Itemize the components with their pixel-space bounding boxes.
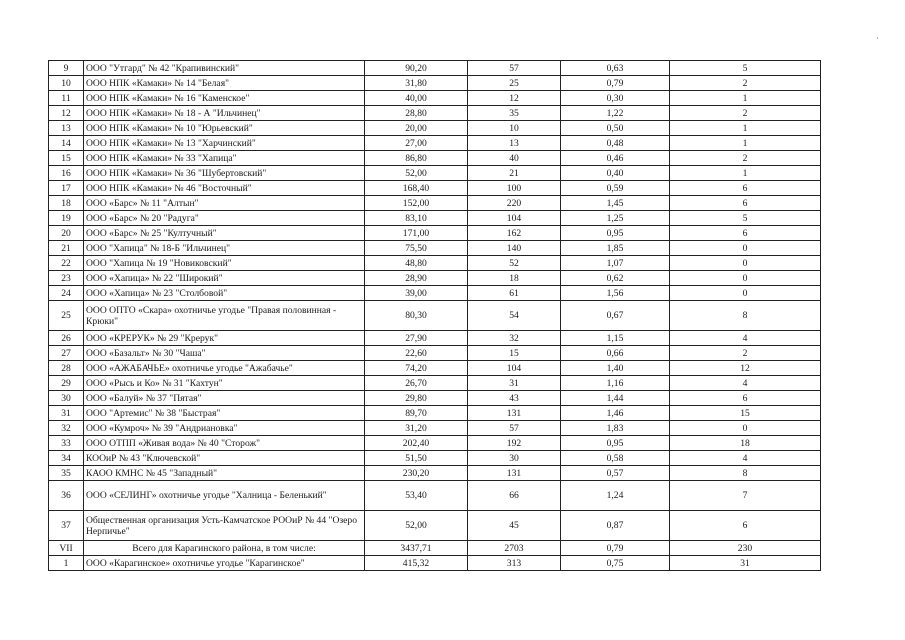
animal-count-cell: 57 — [468, 421, 561, 436]
animal-count-cell: 100 — [468, 181, 561, 196]
animal-count-cell: 104 — [468, 211, 561, 226]
animal-count-cell: 15 — [468, 346, 561, 361]
table-body — [49, 61, 821, 571]
density-cell: 0,95 — [561, 436, 670, 451]
table-row — [49, 451, 821, 466]
density-cell: 1,22 — [561, 106, 670, 121]
animal-count-cell: 21 — [468, 166, 561, 181]
quota-cell: 0 — [670, 256, 821, 271]
animal-count-cell: 10 — [468, 121, 561, 136]
row-number-cell: 29 — [49, 376, 84, 391]
table-row — [49, 406, 821, 421]
density-cell: 1,56 — [561, 286, 670, 301]
density-cell: 1,16 — [561, 376, 670, 391]
row-number-cell: 13 — [49, 121, 84, 136]
row-number-cell: 35 — [49, 466, 84, 481]
table-row — [49, 151, 821, 166]
area-cell: 74,20 — [365, 361, 468, 376]
table-row — [49, 331, 821, 346]
area-cell: 26,70 — [365, 376, 468, 391]
density-cell: 1,85 — [561, 241, 670, 256]
animal-count-cell: 18 — [468, 271, 561, 286]
area-cell: 29,80 — [365, 391, 468, 406]
quota-cell: 8 — [670, 301, 821, 331]
organization-name-cell: ООО ОТПП «Живая вода» № 40 "Сторож" — [84, 436, 365, 451]
density-cell: 0,67 — [561, 301, 670, 331]
organization-name-cell: ООО «Балуй» № 37 "Пятая" — [84, 391, 365, 406]
area-cell: 40,00 — [365, 91, 468, 106]
row-number-cell: 36 — [49, 481, 84, 511]
quota-cell: 1 — [670, 136, 821, 151]
table-row — [49, 136, 821, 151]
row-number-cell: 1 — [49, 556, 84, 571]
animal-count-cell: 31 — [468, 376, 561, 391]
density-cell: 1,46 — [561, 406, 670, 421]
organization-name-cell: ООО НПК «Камаки» № 18 - А "Ильчинец" — [84, 106, 365, 121]
area-cell: 230,20 — [365, 466, 468, 481]
density-cell: 1,44 — [561, 391, 670, 406]
row-number-cell: 12 — [49, 106, 84, 121]
animal-count-cell: 66 — [468, 481, 561, 511]
quota-cell: 4 — [670, 331, 821, 346]
animal-count-cell: 162 — [468, 226, 561, 241]
quota-cell: 1 — [670, 166, 821, 181]
table-row — [49, 106, 821, 121]
row-number-cell: 31 — [49, 406, 84, 421]
animal-count-cell: 12 — [468, 91, 561, 106]
quota-cell: 8 — [670, 466, 821, 481]
density-cell: 0,79 — [561, 76, 670, 91]
row-number-cell: 16 — [49, 166, 84, 181]
area-cell: 27,90 — [365, 331, 468, 346]
animal-count-cell: 43 — [468, 391, 561, 406]
quota-cell: 18 — [670, 436, 821, 451]
table-row — [49, 346, 821, 361]
density-cell: 0,48 — [561, 136, 670, 151]
row-number-cell: 26 — [49, 331, 84, 346]
table-row — [49, 481, 821, 511]
row-number-cell: 28 — [49, 361, 84, 376]
organization-name-cell: ООО «Барс» № 11 "Алтын" — [84, 196, 365, 211]
organization-name-cell: ООО «КРЕРУК» № 29 "Крерук" — [84, 331, 365, 346]
table-row — [49, 511, 821, 541]
area-cell: 83,10 — [365, 211, 468, 226]
quota-cell: 0 — [670, 421, 821, 436]
quota-cell: 4 — [670, 376, 821, 391]
area-cell: 28,90 — [365, 271, 468, 286]
table-row — [49, 181, 821, 196]
organization-name-cell: КАОО КМНС № 45 "Западный" — [84, 466, 365, 481]
animal-count-cell: 140 — [468, 241, 561, 256]
organization-name-cell: ООО «Барс» № 25 "Култучный" — [84, 226, 365, 241]
quota-cell: 6 — [670, 196, 821, 211]
hunting-grounds-table — [48, 60, 821, 571]
table-row — [49, 121, 821, 136]
row-number-cell: 17 — [49, 181, 84, 196]
table-row — [49, 211, 821, 226]
row-number-cell: 22 — [49, 256, 84, 271]
row-number-cell: 37 — [49, 511, 84, 541]
quota-cell: 0 — [670, 241, 821, 256]
organization-name-cell: ООО НПК «Камаки» № 46 "Восточный" — [84, 181, 365, 196]
area-cell: 28,80 — [365, 106, 468, 121]
organization-name-cell: ООО «Барс» № 20 "Радуга" — [84, 211, 365, 226]
area-cell: 75,50 — [365, 241, 468, 256]
area-cell: 31,80 — [365, 76, 468, 91]
organization-name-cell: ООО НПК «Камаки» № 16 "Каменское" — [84, 91, 365, 106]
table-row — [49, 466, 821, 481]
organization-name-cell: ООО "Хапица" № 18-Б "Ильчинец" — [84, 241, 365, 256]
row-number-cell: 11 — [49, 91, 84, 106]
area-cell: 48,80 — [365, 256, 468, 271]
density-cell: 0,30 — [561, 91, 670, 106]
table-row — [49, 256, 821, 271]
density-cell: 0,62 — [561, 271, 670, 286]
quota-cell: 2 — [670, 346, 821, 361]
table-row — [49, 196, 821, 211]
animal-count-cell: 104 — [468, 361, 561, 376]
area-cell: 52,00 — [365, 166, 468, 181]
area-cell: 3437,71 — [365, 541, 468, 556]
row-number-cell: 14 — [49, 136, 84, 151]
area-cell: 152,00 — [365, 196, 468, 211]
organization-name-cell: ООО «Хапица» № 23 "Столбовой" — [84, 286, 365, 301]
density-cell: 1,25 — [561, 211, 670, 226]
animal-count-cell: 192 — [468, 436, 561, 451]
table-row — [49, 61, 821, 76]
quota-cell: 31 — [670, 556, 821, 571]
animal-count-cell: 25 — [468, 76, 561, 91]
organization-name-cell: ООО «Базальт» № 30 "Чаша" — [84, 346, 365, 361]
density-cell: 0,50 — [561, 121, 670, 136]
density-cell: 0,87 — [561, 511, 670, 541]
row-number-cell: 9 — [49, 61, 84, 76]
quota-cell: 4 — [670, 451, 821, 466]
animal-count-cell: 57 — [468, 61, 561, 76]
area-cell: 39,00 — [365, 286, 468, 301]
animal-count-cell: 52 — [468, 256, 561, 271]
density-cell: 0,59 — [561, 181, 670, 196]
row-number-cell: 10 — [49, 76, 84, 91]
row-number-cell: 15 — [49, 151, 84, 166]
row-number-cell: 23 — [49, 271, 84, 286]
row-number-cell: 24 — [49, 286, 84, 301]
density-cell: 0,58 — [561, 451, 670, 466]
area-cell: 27,00 — [365, 136, 468, 151]
area-cell: 168,40 — [365, 181, 468, 196]
row-number-cell: 19 — [49, 211, 84, 226]
quota-cell: 0 — [670, 271, 821, 286]
row-number-cell: 21 — [49, 241, 84, 256]
organization-name-cell: ООО НПК «Камаки» № 10 "Юрьевский" — [84, 121, 365, 136]
density-cell: 0,63 — [561, 61, 670, 76]
organization-name-cell: Всего для Карагинского района, в том числе: — [84, 541, 365, 556]
quota-cell: 6 — [670, 391, 821, 406]
table-row — [49, 391, 821, 406]
row-number-cell: 32 — [49, 421, 84, 436]
organization-name-cell: ООО «Кумроч» № 39 "Андриановка" — [84, 421, 365, 436]
organization-name-cell: ООО НПК «Камаки» № 13 "Харчинский" — [84, 136, 365, 151]
animal-count-cell: 30 — [468, 451, 561, 466]
density-cell: 1,83 — [561, 421, 670, 436]
organization-name-cell: ООО «АЖАБАЧЬЕ» охотничье угодье "Ажабачье" — [84, 361, 365, 376]
area-cell: 171,00 — [365, 226, 468, 241]
row-number-cell: 33 — [49, 436, 84, 451]
organization-name-cell: ООО ОПТО «Скара» охотничье угодье "Правая половинная - Крюки" — [84, 301, 365, 331]
animal-count-cell: 2703 — [468, 541, 561, 556]
organization-name-cell: ООО «Хапица» № 22 "Широкий" — [84, 271, 365, 286]
quota-cell: 6 — [670, 511, 821, 541]
table-row — [49, 271, 821, 286]
row-number-cell: 34 — [49, 451, 84, 466]
animal-count-cell: 45 — [468, 511, 561, 541]
animal-count-cell: 32 — [468, 331, 561, 346]
row-number-cell: 18 — [49, 196, 84, 211]
density-cell: 0,95 — [561, 226, 670, 241]
organization-name-cell: ООО «СЕЛИНГ» охотничье угодье "Халница - Беленький" — [84, 481, 365, 511]
quota-cell: 6 — [670, 226, 821, 241]
area-cell: 415,32 — [365, 556, 468, 571]
density-cell: 1,40 — [561, 361, 670, 376]
organization-name-cell: ООО НПК «Камаки» № 33 "Хапица" — [84, 151, 365, 166]
animal-count-cell: 61 — [468, 286, 561, 301]
organization-name-cell: ООО «Рысь и Ко» № 31 "Кахтун" — [84, 376, 365, 391]
animal-count-cell: 131 — [468, 466, 561, 481]
row-number-cell: 27 — [49, 346, 84, 361]
density-cell: 1,07 — [561, 256, 670, 271]
table-row — [49, 376, 821, 391]
animal-count-cell: 220 — [468, 196, 561, 211]
area-cell: 80,30 — [365, 301, 468, 331]
row-number-cell: 30 — [49, 391, 84, 406]
area-cell: 53,40 — [365, 481, 468, 511]
density-cell: 0,79 — [561, 541, 670, 556]
density-cell: 0,46 — [561, 151, 670, 166]
quota-cell: 6 — [670, 181, 821, 196]
organization-name-cell: Общественная организация Усть-Камчатское РООиР № 44 "Озеро Нерпичье" — [84, 511, 365, 541]
animal-count-cell: 40 — [468, 151, 561, 166]
quota-cell: 230 — [670, 541, 821, 556]
animal-count-cell: 131 — [468, 406, 561, 421]
quota-cell: 7 — [670, 481, 821, 511]
quota-cell: 1 — [670, 121, 821, 136]
density-cell: 0,75 — [561, 556, 670, 571]
area-cell: 90,20 — [365, 61, 468, 76]
table-row — [49, 76, 821, 91]
table-row — [49, 166, 821, 181]
quota-cell: 5 — [670, 211, 821, 226]
density-cell: 0,66 — [561, 346, 670, 361]
quota-cell: 0 — [670, 286, 821, 301]
table-row — [49, 436, 821, 451]
row-number-cell: 25 — [49, 301, 84, 331]
quota-cell: 2 — [670, 151, 821, 166]
density-cell: 0,40 — [561, 166, 670, 181]
quota-cell: 5 — [670, 61, 821, 76]
organization-name-cell: ООО «Карагинское» охотничье угодье "Карагинское" — [84, 556, 365, 571]
row-number-cell: VII — [49, 541, 84, 556]
scan-mark: · — [876, 34, 879, 44]
area-cell: 20,00 — [365, 121, 468, 136]
table-row — [49, 556, 821, 571]
area-cell: 89,70 — [365, 406, 468, 421]
quota-cell: 1 — [670, 91, 821, 106]
organization-name-cell: ООО "Артемис" № 38 "Быстрая" — [84, 406, 365, 421]
animal-count-cell: 54 — [468, 301, 561, 331]
table-row — [49, 301, 821, 331]
row-number-cell: 20 — [49, 226, 84, 241]
table-row — [49, 226, 821, 241]
area-cell: 51,50 — [365, 451, 468, 466]
organization-name-cell: ООО "Утгард" № 42 "Крапивинский" — [84, 61, 365, 76]
table-row-total — [49, 541, 821, 556]
table-row — [49, 241, 821, 256]
quota-cell: 12 — [670, 361, 821, 376]
table-row — [49, 286, 821, 301]
quota-cell: 2 — [670, 106, 821, 121]
organization-name-cell: КООиР № 43 "Ключевской" — [84, 451, 365, 466]
area-cell: 52,00 — [365, 511, 468, 541]
organization-name-cell: ООО "Хапица № 19 "Новиковский" — [84, 256, 365, 271]
quota-cell: 2 — [670, 76, 821, 91]
organization-name-cell: ООО НПК «Камаки» № 14 "Белая" — [84, 76, 365, 91]
density-cell: 1,15 — [561, 331, 670, 346]
density-cell: 1,24 — [561, 481, 670, 511]
area-cell: 202,40 — [365, 436, 468, 451]
table-row — [49, 361, 821, 376]
animal-count-cell: 13 — [468, 136, 561, 151]
area-cell: 22,60 — [365, 346, 468, 361]
animal-count-cell: 35 — [468, 106, 561, 121]
density-cell: 1,45 — [561, 196, 670, 211]
density-cell: 0,57 — [561, 466, 670, 481]
table-row — [49, 421, 821, 436]
table-row — [49, 91, 821, 106]
area-cell: 31,20 — [365, 421, 468, 436]
quota-cell: 15 — [670, 406, 821, 421]
area-cell: 86,80 — [365, 151, 468, 166]
organization-name-cell: ООО НПК «Камаки» № 36 "Шубертовский" — [84, 166, 365, 181]
animal-count-cell: 313 — [468, 556, 561, 571]
